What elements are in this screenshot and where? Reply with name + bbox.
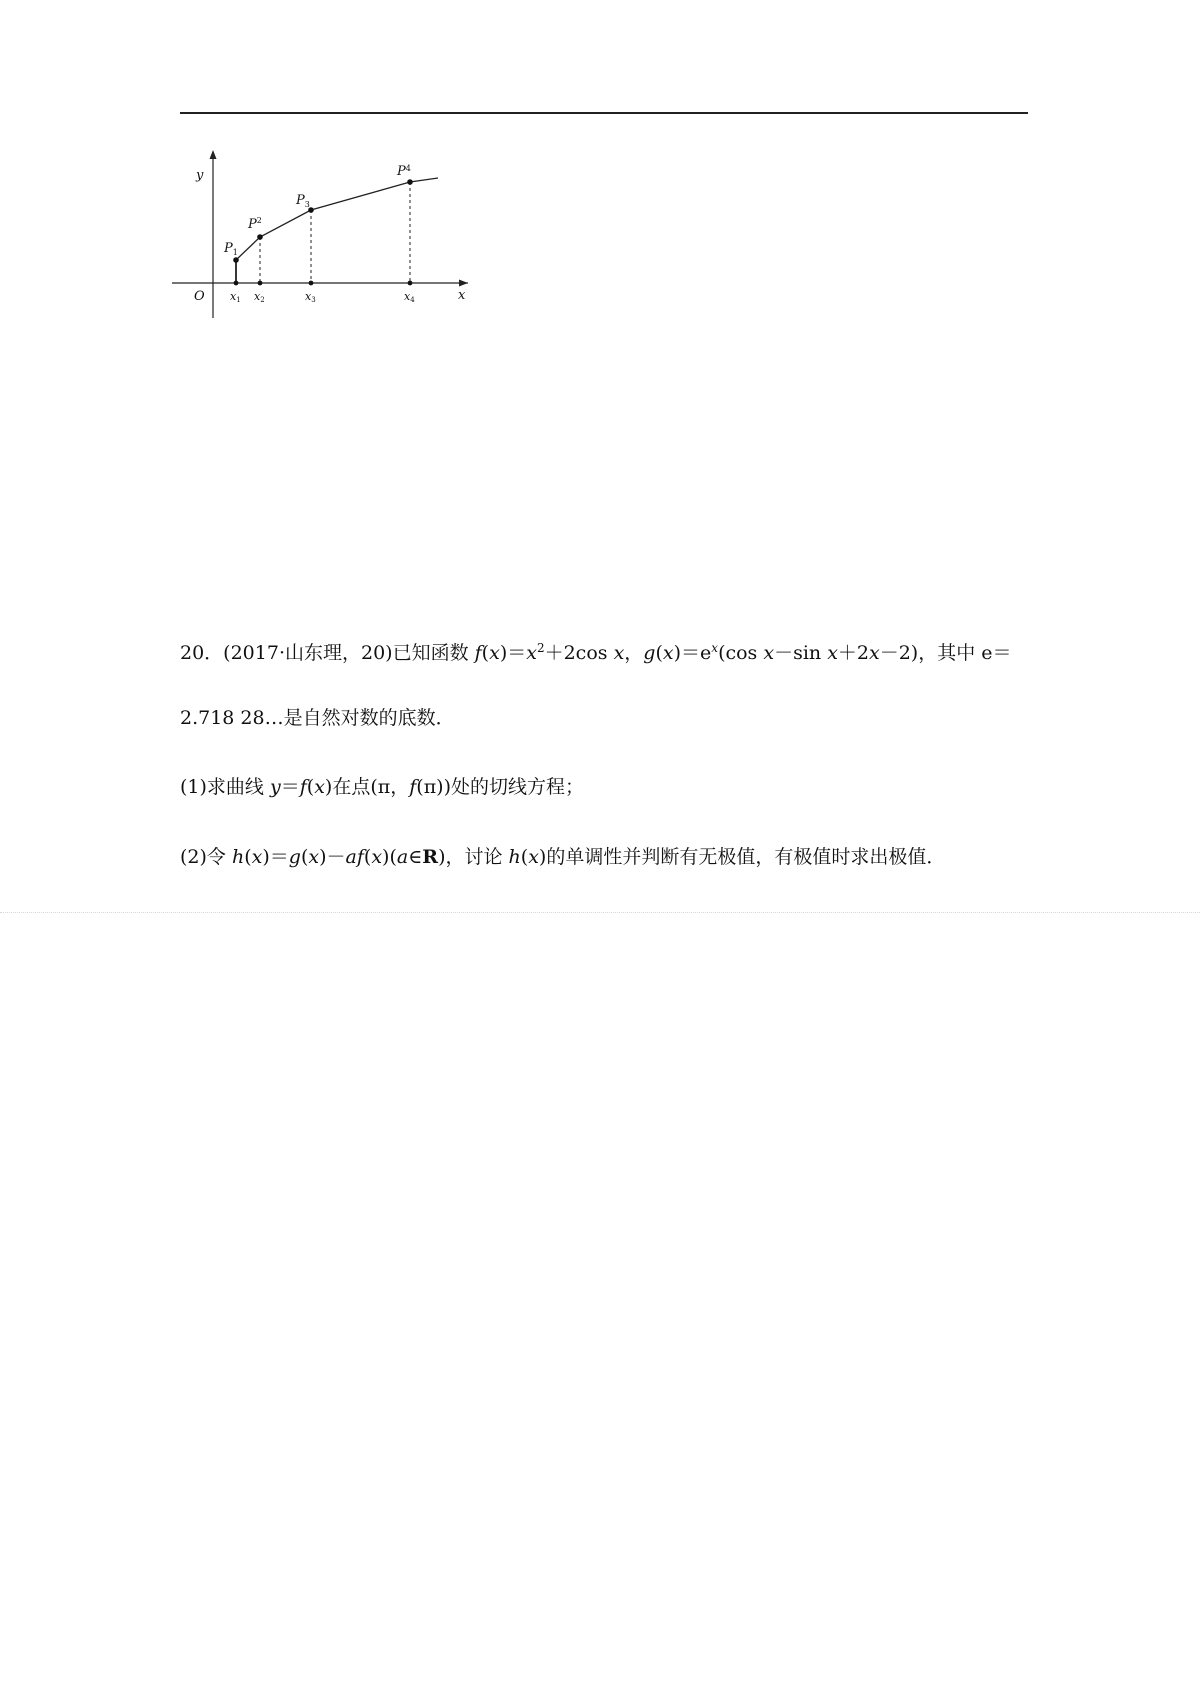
label-x4: x4 [404,290,415,304]
point-x2 [258,281,263,286]
point-p4 [407,179,413,185]
label-p4: $P^4$ [397,164,411,179]
x-axis-label: x [458,288,466,303]
point-x4 [408,281,413,286]
label-p2: $P^2$ [248,216,262,232]
function-graph-figure [178,150,478,325]
graph-svg [178,150,478,325]
label-x1: x1 [230,290,241,304]
y-axis-label: y [196,168,204,183]
origin-label: O [194,289,205,304]
graph-curve [236,178,438,260]
problem-part-2: (2)令 h(x)＝g(x)－af(x)(a∈R)，讨论 h(x)的单调性并判断有无极值，有极值时求出极值． [180,846,946,868]
page-divider [0,912,1200,913]
label-x2: x2 [254,290,265,304]
point-p2 [257,234,263,240]
y-axis-arrow [210,150,217,159]
header-rule [180,112,1028,114]
problem-part-1: (1)求曲线 y＝f(x)在点(π，f(π))处的切线方程； [180,776,585,798]
problem-number: 20．(2017·山东理，20)已知函数 [180,642,469,664]
label-p1: $P_1$ [224,241,238,257]
x-axis-arrow [459,280,468,287]
problem-line-2: 2.718 28…是自然对数的底数． [180,707,455,729]
problem-line-1: 20．(2017·山东理，20)已知函数 $f(x)=x^2+2\cos$ x，$g(x)=e^x(\cos$ x－sin x＋2x－2)，其中 e＝ [180,641,1012,664]
label-p3: $P_3$ [296,193,310,209]
label-x3: x3 [305,290,316,304]
point-x3 [309,281,314,286]
point-x1 [234,281,239,286]
point-p1 [233,257,239,263]
